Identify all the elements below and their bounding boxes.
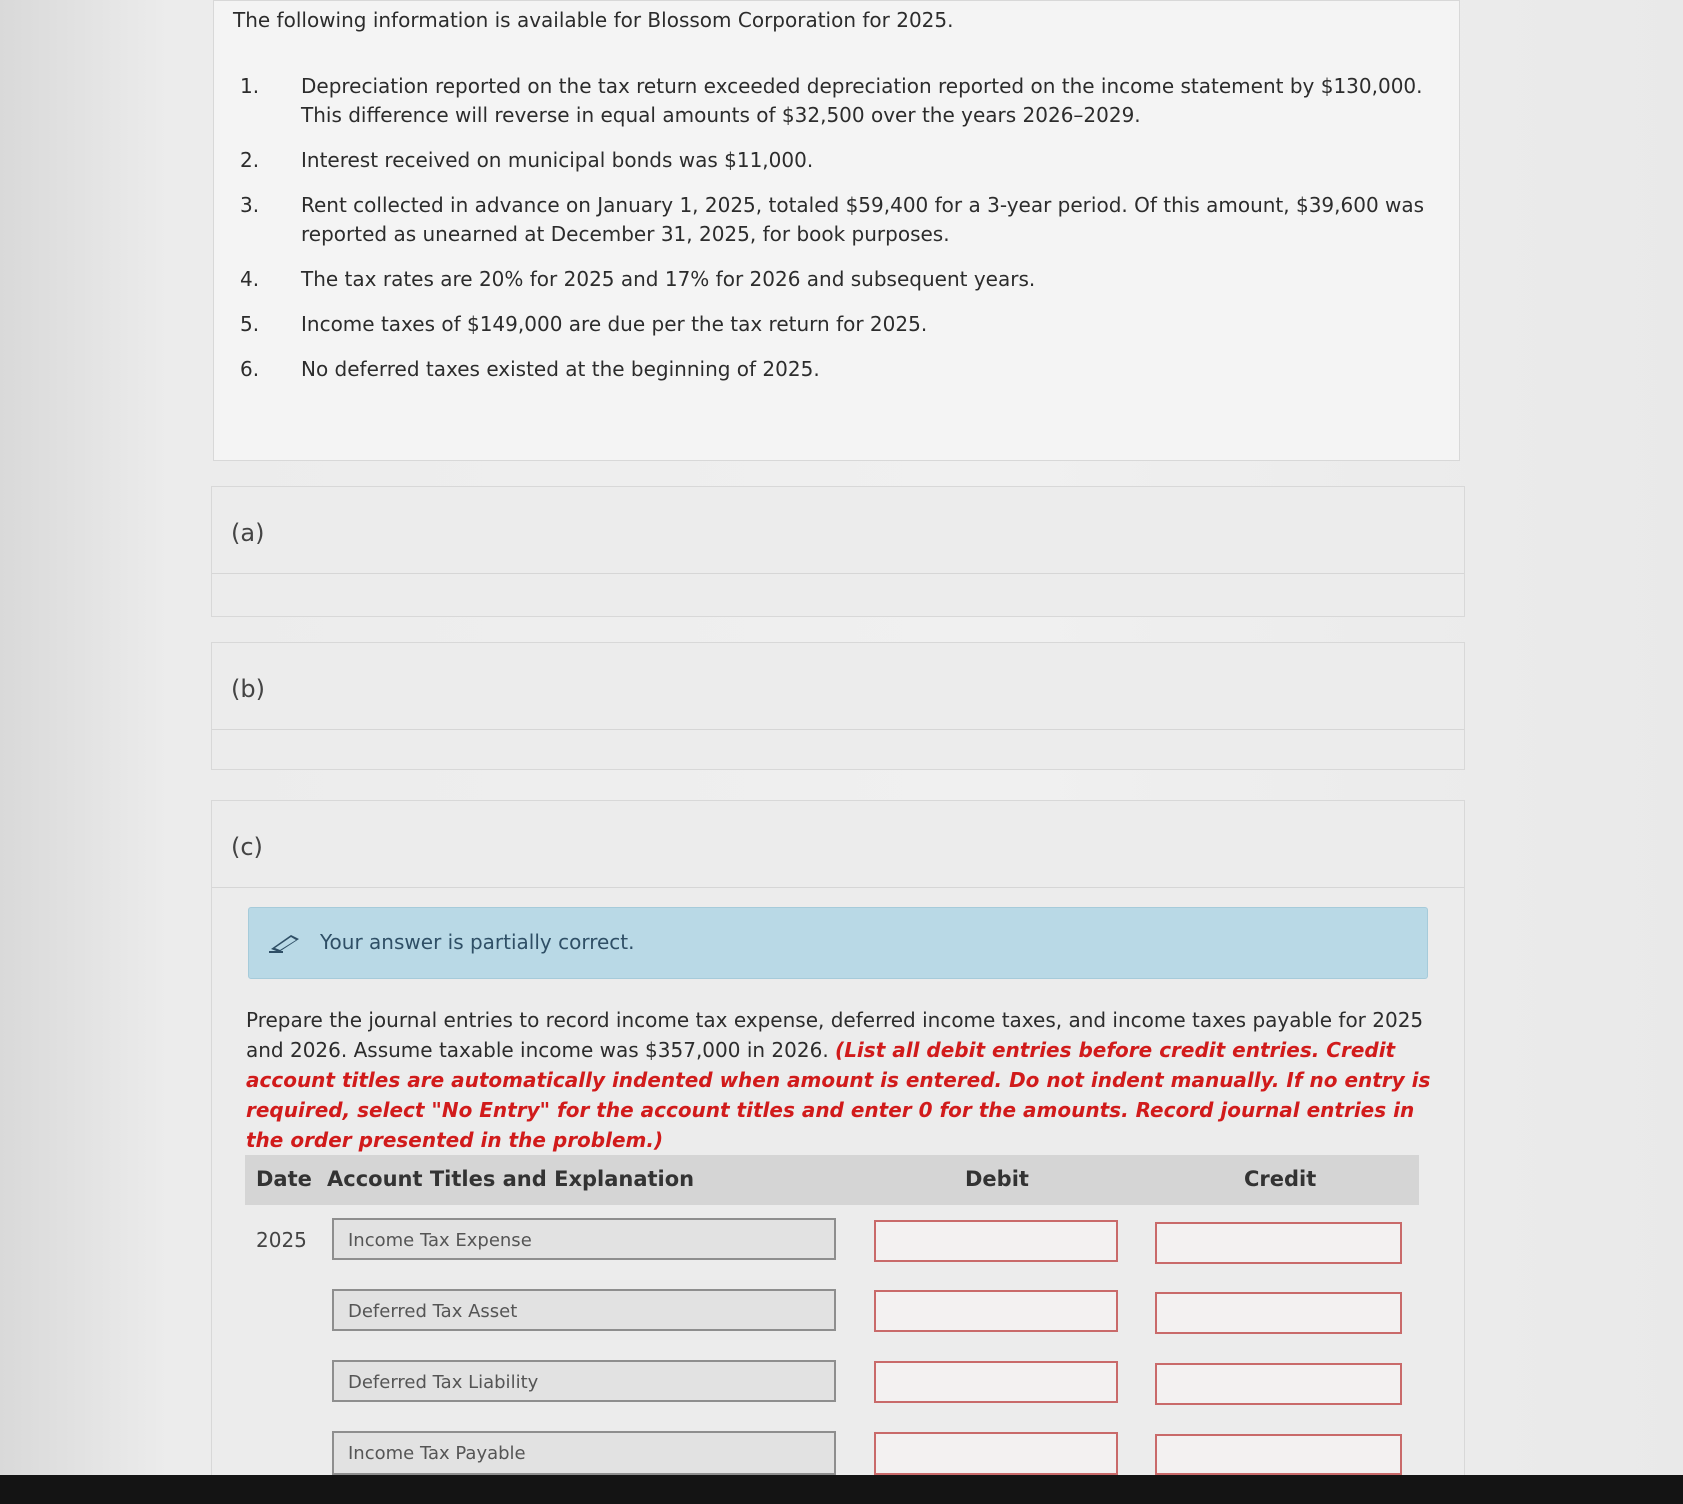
list-item	[240, 355, 1430, 384]
list-item	[240, 191, 1430, 249]
item-number: 5.	[240, 312, 260, 336]
part-a-label: (a)	[231, 519, 265, 547]
credit-input[interactable]	[1155, 1363, 1402, 1405]
account-select[interactable]: Deferred Tax Liability	[332, 1360, 836, 1402]
instructions-warning: (List all debit entries before credit entries. Credit account titles are automatically indented when amount is entered. Do not indent manually. If no entry is required, select "No Entry" for the account titles and enter 0 for the amounts. Record journal entries in the order presented in the problem.)	[246, 1038, 1431, 1152]
credit-input[interactable]	[1155, 1434, 1402, 1475]
item-text: Interest received on municipal bonds was $11,000.	[301, 148, 814, 172]
pencil-icon	[269, 933, 301, 953]
item-number: 6.	[240, 357, 260, 381]
item-number: 3.	[240, 193, 260, 217]
part-a-card[interactable]	[211, 486, 1465, 617]
part-b-header[interactable]	[212, 643, 1464, 730]
part-c-label: (c)	[231, 833, 263, 861]
account-select[interactable]: Income Tax Expense	[332, 1218, 836, 1260]
item-text: Depreciation reported on the tax return exceeded depreciation reported on the income statement by $130,000. This difference will reverse in equal amounts of $32,500 over the years 2026–2029.	[301, 74, 1423, 127]
problem-intro: The following information is available for Blossom Corporation for 2025.	[233, 8, 954, 32]
account-select[interactable]: Income Tax Payable	[332, 1431, 836, 1475]
debit-input[interactable]	[874, 1220, 1118, 1262]
date-column-header: Date	[256, 1167, 312, 1191]
part-c-header[interactable]	[212, 801, 1464, 888]
account-select[interactable]: Deferred Tax Asset	[332, 1289, 836, 1331]
list-item	[240, 146, 1430, 175]
problem-list	[240, 72, 1430, 400]
credit-input[interactable]	[1155, 1222, 1402, 1264]
item-text: Rent collected in advance on January 1, 2025, totaled $59,400 for a 3-year period. Of this amount, $39,600 was reported as unearned at December 31, 2025, for book purposes.	[301, 193, 1425, 246]
credit-column-header: Credit	[1244, 1167, 1317, 1191]
item-number: 4.	[240, 267, 260, 291]
part-b-label: (b)	[231, 675, 265, 703]
instructions-text: Prepare the journal entries to record income tax expense, deferred income taxes, and income taxes payable for 2025 and 2026. Assume taxable income was $357,000 in 2026.	[246, 1008, 1424, 1062]
credit-input[interactable]	[1155, 1292, 1402, 1334]
monitor-bezel	[0, 1475, 1683, 1504]
debit-input[interactable]	[874, 1432, 1118, 1475]
entry-date: 2025	[256, 1228, 307, 1252]
debit-input[interactable]	[874, 1361, 1118, 1403]
part-b-card[interactable]	[211, 642, 1465, 770]
item-text: Income taxes of $149,000 are due per the tax return for 2025.	[301, 312, 928, 336]
list-item	[240, 72, 1430, 130]
debit-input[interactable]	[874, 1290, 1118, 1332]
feedback-banner	[248, 907, 1428, 979]
item-number: 1.	[240, 74, 260, 98]
list-item	[240, 265, 1430, 294]
part-a-header[interactable]	[212, 487, 1464, 574]
feedback-text: Your answer is partially correct.	[320, 930, 635, 954]
item-number: 2.	[240, 148, 260, 172]
list-item	[240, 310, 1430, 339]
journal-table-header	[245, 1155, 1419, 1205]
item-text: No deferred taxes existed at the beginning of 2025.	[301, 357, 820, 381]
debit-column-header: Debit	[965, 1167, 1029, 1191]
account-column-header: Account Titles and Explanation	[327, 1167, 695, 1191]
item-text: The tax rates are 20% for 2025 and 17% for 2026 and subsequent years.	[301, 267, 1036, 291]
instructions	[246, 1005, 1436, 1155]
